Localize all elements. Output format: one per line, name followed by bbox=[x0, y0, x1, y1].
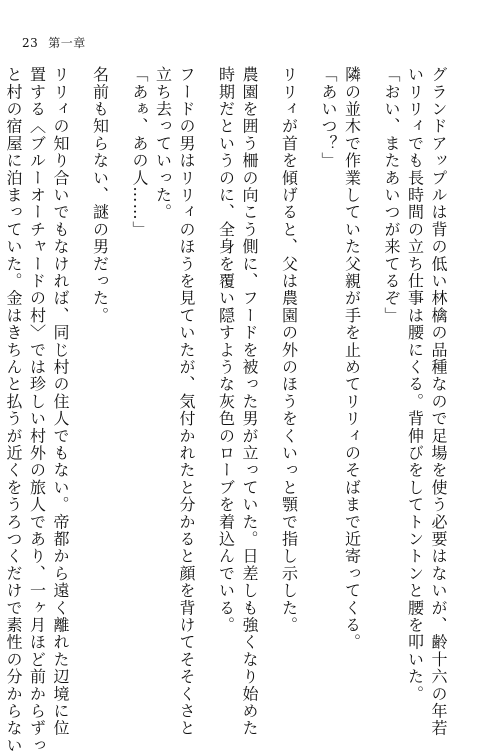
text-line: 「あぁ、あの人……」 bbox=[130, 66, 149, 238]
text-line: 置する〈ブルーオーチャードの村〉では珍しい村外の旅人であり、一ヶ月ほど前からずっ bbox=[27, 66, 47, 754]
text-line bbox=[0, 66, 2, 666]
text-line: 農園を囲う柵の向こう側に、フードを被った男が立っていた。日差しも強くなり始めた bbox=[240, 66, 259, 737]
text-line: 時期だというのに、全身を覆い隠すような灰色のローブを着込んでいる。 bbox=[216, 66, 236, 634]
text-line: リリィの知り合いでもなければ、同じ村の住人でもない。帝都から遠く離れた辺境に位 bbox=[51, 66, 70, 737]
page-number: 23 bbox=[22, 36, 39, 50]
text-line: グランドアップルは背の低い林檎の品種なので足場を使う必要はないが、齢十六の年若 bbox=[429, 66, 448, 737]
text-line: リリィが首を傾げると、父は農園の外のほうをくいっと顎で指し示した。 bbox=[279, 66, 299, 634]
text-line: 隣の並木で作業していた父親が手を止めてリリィのそばまで近寄ってくる。 bbox=[342, 66, 362, 651]
text-line: と村の宿屋に泊まっていた。金はきちんと払うが近くをうろつくだけで素性の分からない bbox=[4, 66, 23, 754]
text-line: 「おい、またあいつが来てるぞ」 bbox=[382, 66, 401, 324]
text-line: フードの男はリリィのほうを見ていたが、気付かれたと分かると顔を背けてそそくさと bbox=[177, 66, 196, 737]
text-line: 名前も知らない、謎の男だった。 bbox=[90, 66, 110, 324]
running-head bbox=[22, 34, 86, 51]
vertical-body-text bbox=[0, 66, 466, 754]
text-line: いリリィでも長時間の立ち仕事は腰にくる。背伸びをしてトントンと腰を叩いた。 bbox=[405, 66, 425, 703]
text-line: 立ち去っていった。 bbox=[153, 66, 173, 221]
text-line: 「あいつ？」 bbox=[319, 66, 338, 170]
chapter-title: 第一章 bbox=[48, 36, 86, 50]
